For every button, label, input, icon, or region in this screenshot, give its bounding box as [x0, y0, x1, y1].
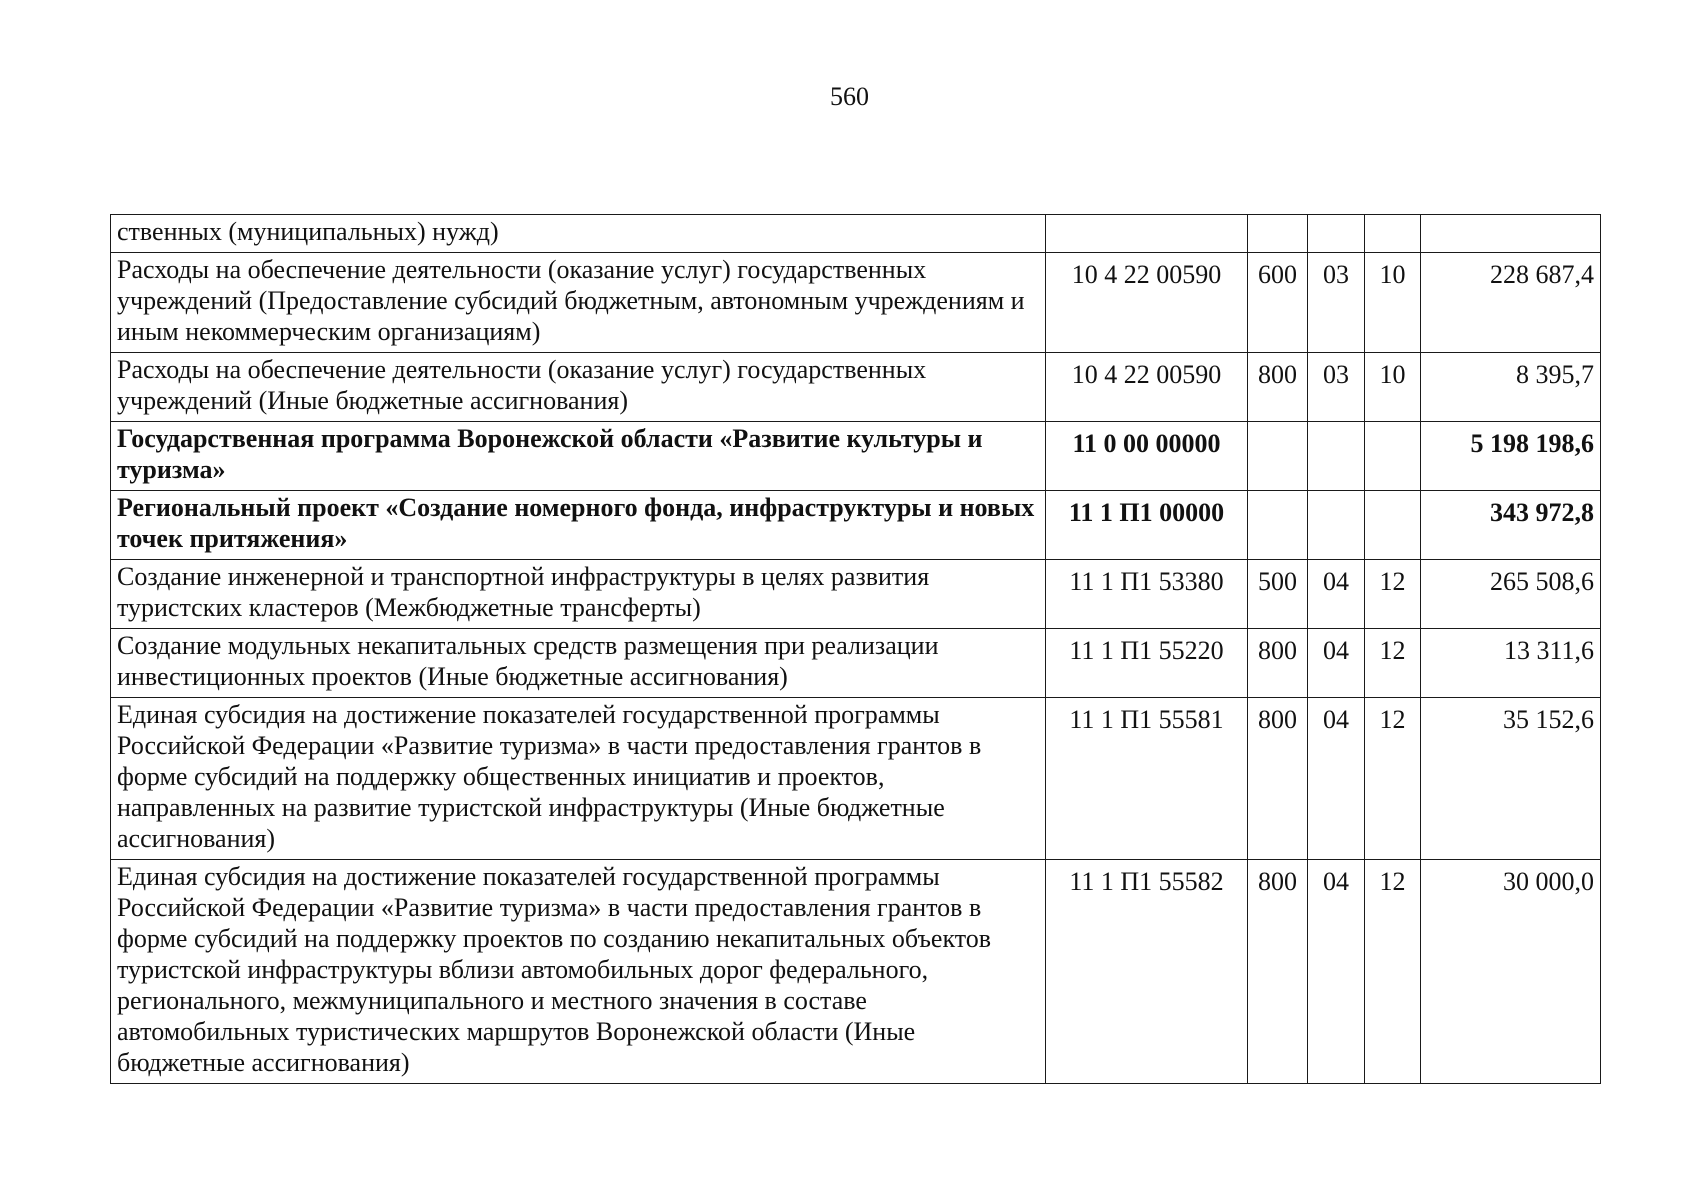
row-description: Создание инженерной и транспортной инфраструктуры в целях развития туристских кластеров (Межбюджетные трансферты) [111, 560, 1046, 629]
row-amount: 8 395,7 [1421, 353, 1601, 422]
row-subsection: 10 [1365, 353, 1421, 422]
table-row [111, 491, 1601, 560]
row-target-code: 11 1 П1 55220 [1046, 629, 1248, 698]
budget-table-body [111, 215, 1601, 1084]
row-expense-type: 600 [1248, 253, 1308, 353]
row-subsection [1365, 491, 1421, 560]
row-section: 04 [1308, 698, 1365, 860]
row-target-code: 11 1 П1 53380 [1046, 560, 1248, 629]
row-amount: 228 687,4 [1421, 253, 1601, 353]
row-target-code: 10 4 22 00590 [1046, 253, 1248, 353]
row-section [1308, 215, 1365, 253]
table-row [111, 860, 1601, 1084]
row-expense-type: 800 [1248, 698, 1308, 860]
row-amount: 265 508,6 [1421, 560, 1601, 629]
row-expense-type [1248, 215, 1308, 253]
row-expense-type: 800 [1248, 629, 1308, 698]
row-amount: 13 311,6 [1421, 629, 1601, 698]
row-subsection: 12 [1365, 560, 1421, 629]
row-target-code: 11 0 00 00000 [1046, 422, 1248, 491]
table-row [111, 629, 1601, 698]
row-expense-type [1248, 491, 1308, 560]
table-row [111, 353, 1601, 422]
row-expense-type: 500 [1248, 560, 1308, 629]
table-row [111, 215, 1601, 253]
row-section: 04 [1308, 860, 1365, 1084]
row-section: 04 [1308, 629, 1365, 698]
row-section: 03 [1308, 253, 1365, 353]
row-expense-type [1248, 422, 1308, 491]
row-description: Расходы на обеспечение деятельности (оказание услуг) государственных учреждений (Иные бюджетные ассигнования) [111, 353, 1046, 422]
row-subsection: 12 [1365, 860, 1421, 1084]
budget-table [110, 214, 1601, 1084]
row-amount: 343 972,8 [1421, 491, 1601, 560]
table-row [111, 422, 1601, 491]
table-row [111, 560, 1601, 629]
page-number: 560 [830, 82, 869, 111]
row-target-code: 10 4 22 00590 [1046, 353, 1248, 422]
row-subsection [1365, 215, 1421, 253]
row-target-code: 11 1 П1 55582 [1046, 860, 1248, 1084]
row-target-code: 11 1 П1 55581 [1046, 698, 1248, 860]
table-row [111, 253, 1601, 353]
row-amount [1421, 215, 1601, 253]
row-description: Единая субсидия на достижение показателей государственной программы Российской Федерации «Развитие туризма» в части предоставления грантов в форме субсидий на поддержку общественных инициатив и проектов, направленных на развитие туристской инфраструктуры (Иные бюджетные ассигнования) [111, 698, 1046, 860]
row-description: Создание модульных некапитальных средств размещения при реализации инвестиционных проектов (Иные бюджетные ассигнования) [111, 629, 1046, 698]
row-subsection: 12 [1365, 698, 1421, 860]
row-description: Расходы на обеспечение деятельности (оказание услуг) государственных учреждений (Предоставление субсидий бюджетным, автономным учреждениям и иным некоммерческим организациям) [111, 253, 1046, 353]
row-section [1308, 491, 1365, 560]
row-amount: 35 152,6 [1421, 698, 1601, 860]
row-amount: 30 000,0 [1421, 860, 1601, 1084]
row-section: 04 [1308, 560, 1365, 629]
row-subsection [1365, 422, 1421, 491]
table-row [111, 698, 1601, 860]
row-target-code [1046, 215, 1248, 253]
row-expense-type: 800 [1248, 860, 1308, 1084]
row-subsection: 12 [1365, 629, 1421, 698]
row-description: Единая субсидия на достижение показателей государственной программы Российской Федерации «Развитие туризма» в части предоставления грантов в форме субсидий на поддержку проектов по созданию некапитальных объектов туристской инфраструктуры вблизи автомобильных дорог федерального, регионального, межмуниципального и местного значения в составе автомобильных туристических маршрутов Воронежской области (Иные бюджетные ассигнования) [111, 860, 1046, 1084]
row-section: 03 [1308, 353, 1365, 422]
row-description: Государственная программа Воронежской области «Развитие культуры и туризма» [111, 422, 1046, 491]
row-description: ственных (муниципальных) нужд) [111, 215, 1046, 253]
row-amount: 5 198 198,6 [1421, 422, 1601, 491]
row-description: Региональный проект «Создание номерного фонда, инфраструктуры и новых точек притяжения» [111, 491, 1046, 560]
row-target-code: 11 1 П1 00000 [1046, 491, 1248, 560]
row-subsection: 10 [1365, 253, 1421, 353]
row-section [1308, 422, 1365, 491]
row-expense-type: 800 [1248, 353, 1308, 422]
